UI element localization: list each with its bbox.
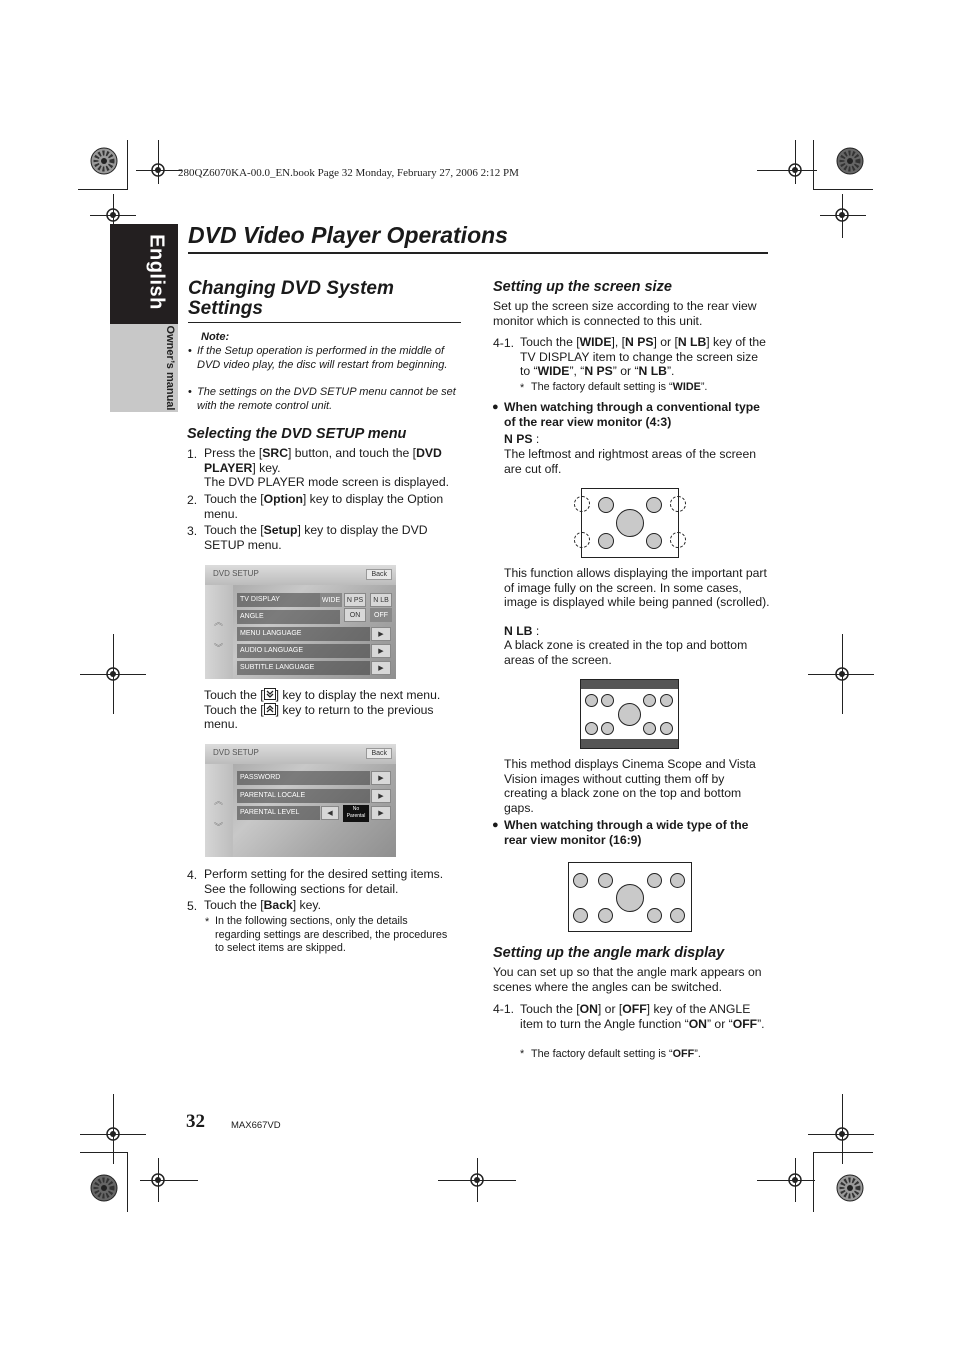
nps-function: This function allows displaying the important part of image fully on the screen. In some cases, image is displayed while being panned (scrolled). — [504, 566, 770, 610]
print-header: 280QZ6070KA-00.0_EN.book Page 32 Monday, February 27, 2006 2:12 PM — [178, 167, 519, 179]
wide-button: WIDE — [320, 593, 342, 607]
asterisk: * — [520, 1048, 525, 1060]
step-number: 4-1. — [493, 336, 515, 350]
arrow-left-icon: ◀ — [321, 806, 339, 820]
step-number: 5. — [187, 899, 198, 913]
chevron-down-icon: ︾ — [214, 643, 224, 653]
wide-screen-diagram — [568, 862, 692, 932]
cut-off-circle — [670, 496, 686, 512]
chevron-up-icon: ︽ — [214, 796, 224, 806]
note-item: If the Setup operation is performed in the middle of DVD video play, the disc will restart from beginning. — [197, 345, 448, 371]
cut-off-circle — [670, 532, 686, 548]
footnote: In the following sections, only the details regarding settings are described, the procedures to select items are skipped. — [215, 915, 448, 954]
bullet-dot-icon: ● — [492, 819, 499, 831]
dvd-setup-screen-1 — [205, 565, 396, 679]
arrow-right-icon: ▶ — [371, 627, 391, 641]
color-target-icon — [90, 1174, 118, 1202]
nlb-function: This method displays Cinema Scope and Vista Vision images without cutting them off by creating a black zone on the top and bottom gaps. — [504, 757, 756, 815]
subsection-heading-angle: Setting up the angle mark display — [493, 945, 725, 961]
menu-row: MENU LANGUAGE — [237, 627, 370, 641]
off-button: OFF — [370, 608, 392, 622]
menu-row: SUBTITLE LANGUAGE — [237, 661, 370, 675]
menu-row: PARENTAL LEVEL — [237, 806, 320, 820]
parental-level-value: No Parental — [343, 805, 369, 822]
color-target-icon — [836, 147, 864, 175]
chevron-down-icon: ︾ — [214, 822, 224, 832]
step-5: Touch the [Back] key. — [204, 898, 321, 912]
nav-instructions: Touch the [ ] key to display the next menu. Touch the [ ] key to return to the previous menu. — [204, 688, 441, 732]
asterisk: * — [520, 382, 525, 394]
step-3: Touch the [Setup] key to display the DVD SETUP menu. — [204, 523, 428, 552]
angle-intro: You can set up so that the angle mark appears on scenes where the angles can be switched. — [493, 965, 762, 994]
back-button: Back — [366, 748, 392, 759]
color-target-icon — [836, 1174, 864, 1202]
subsection-heading-selecting: Selecting the DVD SETUP menu — [187, 426, 407, 442]
chevron-down-icon — [264, 688, 276, 700]
arrow-right-icon: ▶ — [371, 789, 391, 803]
nps-description: The leftmost and rightmost areas of the screen are cut off. — [504, 447, 756, 476]
angle-step: Touch the [ON] or [OFF] key of the ANGLE item to turn the Angle function “ON” or “OFF”. — [520, 1002, 765, 1031]
nps-label: N PS : — [504, 432, 540, 446]
screen-title: DVD SETUP — [213, 569, 259, 578]
page-number: 32 — [186, 1111, 205, 1132]
menu-row: PARENTAL LOCALE — [237, 789, 370, 803]
subsection-heading-screen-size: Setting up the screen size — [493, 279, 672, 295]
color-target-icon — [90, 147, 118, 175]
nlb-label: N LB : — [504, 624, 540, 638]
title-divider — [188, 252, 768, 254]
chevron-up-icon: ︽ — [214, 617, 224, 627]
nlb-description: A black zone is created in the top and bottom areas of the screen. — [504, 638, 748, 667]
angle-default: The factory default setting is “OFF”. — [531, 1048, 701, 1060]
page-title: DVD Video Player Operations — [188, 222, 508, 248]
menu-row: ANGLE — [237, 610, 340, 624]
nlb-screen-diagram — [580, 679, 679, 749]
side-tab-manual-label: Owner’s manual — [164, 325, 176, 411]
menu-row: AUDIO LANGUAGE — [237, 644, 370, 658]
step-number: 4-1. — [493, 1002, 515, 1016]
arrow-right-icon: ▶ — [371, 771, 391, 785]
side-tab-language-label: English — [145, 234, 168, 310]
section-divider — [188, 322, 461, 323]
dvd-setup-screen-2 — [205, 744, 396, 857]
step-number: 1. — [187, 447, 198, 461]
screen-size-intro: Set up the screen size according to the rear view monitor which is connected to this unit. — [493, 299, 757, 328]
model-number: MAX667VD — [231, 1120, 281, 1131]
on-button: ON — [344, 608, 366, 622]
screen-title: DVD SETUP — [213, 748, 259, 757]
bullet-dot-icon: ● — [492, 401, 499, 413]
wide-monitor-heading: When watching through a wide type of the rear view monitor (16:9) — [504, 818, 749, 847]
screen-size-default: The factory default setting is “WIDE”. — [531, 381, 708, 393]
arrow-right-icon: ▶ — [371, 806, 391, 820]
arrow-right-icon: ▶ — [371, 644, 391, 658]
step-number: 2. — [187, 493, 198, 507]
conventional-monitor-heading: When watching through a conventional type of the rear view monitor (4:3) — [504, 400, 760, 429]
chevron-up-icon — [264, 703, 276, 715]
bullet: • — [188, 345, 192, 357]
step-number: 3. — [187, 524, 198, 538]
section-heading: Changing DVD System Settings — [188, 278, 394, 319]
step-1: Press the [SRC] button, and touch the [DVD PLAYER] key. The DVD PLAYER mode screen is displayed. — [204, 446, 449, 490]
note-label: Note: — [201, 331, 230, 343]
arrow-right-icon: ▶ — [371, 661, 391, 675]
step-number: 4. — [187, 868, 198, 882]
bullet: • — [188, 386, 192, 398]
menu-row: TV DISPLAY — [237, 593, 320, 607]
cut-off-circle — [574, 496, 590, 512]
screen-size-step: Touch the [WIDE], [N PS] or [N LB] key of the TV DISPLAY item to change the screen size to “WIDE”, “N PS” or “N LB”. — [520, 335, 766, 379]
step-2: Touch the [Option] key to display the Option menu. — [204, 492, 444, 521]
cut-off-circle — [574, 532, 590, 548]
nps-button: N PS — [344, 593, 366, 607]
nlb-button: N LB — [370, 593, 392, 607]
nps-screen-diagram — [581, 488, 679, 558]
back-button: Back — [366, 569, 392, 580]
note-item: The settings on the DVD SETUP menu cannot be set with the remote control unit. — [197, 386, 456, 412]
menu-row: PASSWORD — [237, 771, 370, 785]
step-4: Perform setting for the desired setting items. See the following sections for detail. — [204, 867, 444, 896]
asterisk: * — [205, 916, 210, 928]
